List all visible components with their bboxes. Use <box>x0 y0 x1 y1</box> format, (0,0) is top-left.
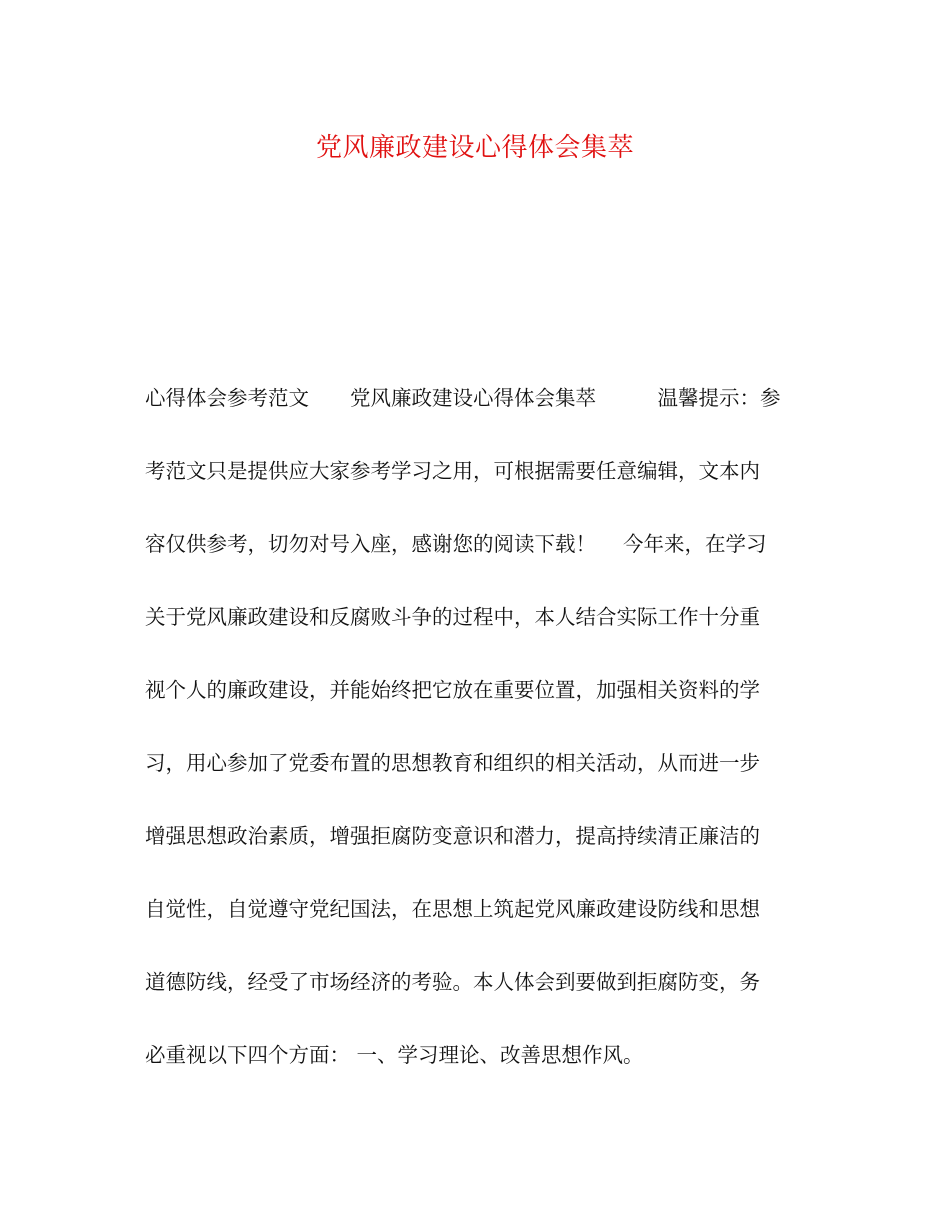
body-line: 必重视以下四个方面： 一、学习理论、改善思想作风。 <box>145 1043 644 1067</box>
body-line: 习，用心参加了党委布置的思想教育和组织的相关活动，从而进一步 <box>145 751 760 775</box>
body-line: 自觉性，自觉遵守党纪国法，在思想上筑起党风廉政建设防线和思想 <box>145 897 760 921</box>
body-line: 心得体会参考范文 党风廉政建设心得体会集萃 温馨提示：参 <box>145 386 781 410</box>
body-line: 考范文只是提供应大家参考学习之用，可根据需要任意编辑，文本内 <box>145 459 760 483</box>
body-line: 增强思想政治素质，增强拒腐防变意识和潜力，提高持续清正廉洁的 <box>145 824 760 848</box>
body-line: 关于党风廉政建设和反腐败斗争的过程中，本人结合实际工作十分重 <box>145 605 760 629</box>
document-body <box>145 362 800 1092</box>
body-line: 容仅供参考，切勿对号入座，感谢您的阅读下载！ 今年来，在学习 <box>145 532 767 556</box>
body-line: 视个人的廉政建设，并能始终把它放在重要位置，加强相关资料的学 <box>145 678 760 702</box>
document-title: 党风廉政建设心得体会集萃 <box>315 133 634 163</box>
body-line: 道德防线，经受了市场经济的考验。本人体会到要做到拒腐防变，务 <box>145 970 760 994</box>
